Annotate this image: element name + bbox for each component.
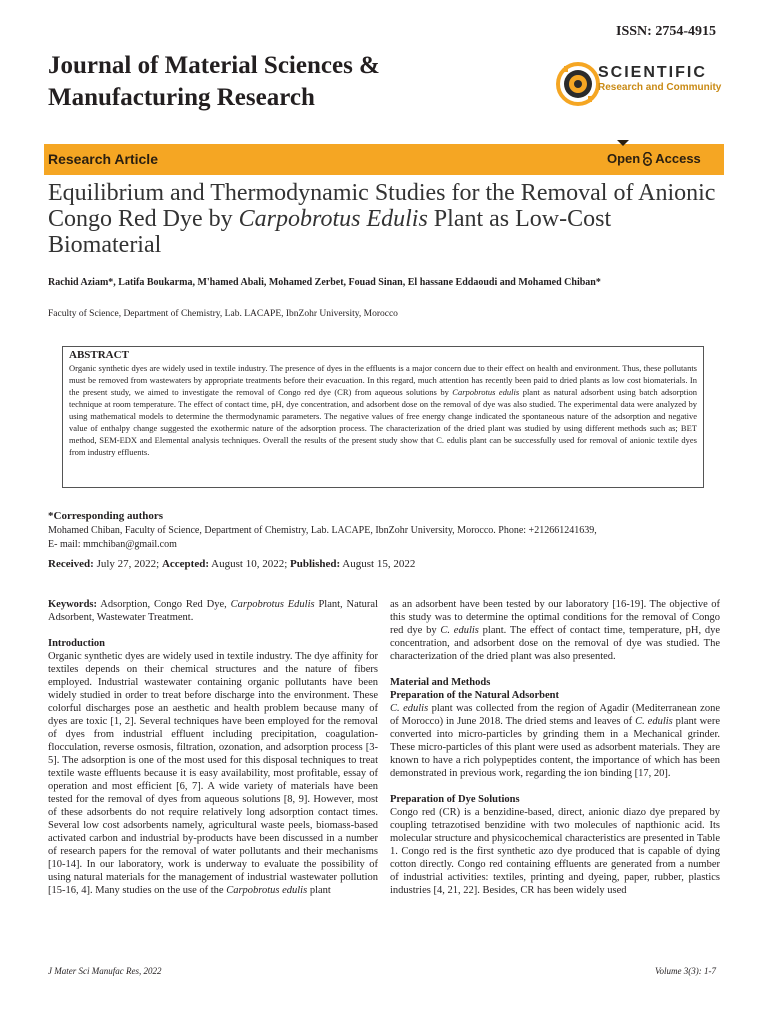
abstract-text (69, 362, 697, 458)
abstract-heading: ABSTRACT (69, 349, 129, 361)
footer-volume: Volume 3(3): 1-7 (655, 966, 716, 976)
title-italic: Carpobrotus Edulis (238, 206, 428, 232)
intro-text-2: plant (307, 885, 331, 896)
journal-title-line2: Manufacturing Research (48, 84, 315, 111)
article-type: Research Article (48, 151, 158, 167)
published-date: August 15, 2022 (340, 558, 416, 570)
abstract-italic: Carpobrotus edulis (452, 387, 520, 397)
paper-title (48, 180, 728, 258)
logo-title: SCIENTIFIC (598, 64, 707, 81)
prep-dye-text: Congo red (CR) is a benzidine-based, direct, anionic diazo dye prepared by coupling tetrazotised benzidine with two molecules of napthionic acid. Its molecular structure and physicochemical characteristics are presented in Table 1. Congo red is the first synthetic azo dye produced that is capable of dying cotton directly. Congo red containing effluents are generated from a number of industrial activities: textiles, printing and dyeing, paper, rubber, plastics industries [4, 21, 22]. Besides, CR has been widely used (390, 807, 720, 896)
publication-dates (48, 558, 415, 570)
open-access-label-2: Access (655, 151, 701, 166)
published-label: Published: (290, 558, 341, 570)
intro-text-1: Organic synthetic dyes are widely used in textile industry. The dye affinity for textiles depends on their chemical structures and the nature of fibers employed. Industrial wastewater containing organic pollutants have been widely studied in order to treat before discharge into the environment. These colorful discharges pose an aesthetic and health problem because many of dyes are toxic [1, 2]. Several techniques have been employed for the removal of dyes from industrial effluent including precipitation, coagulation-flocculation, reverse osmosis, filtration, ozonation, and adsorption process [3-5]. The adsorption is one of the most used for this disposal techniques to treat textile waste effluents because it is easy availability, most profitable, essay of operation and most efficient [6, 7]. A wide variety of materials have been tested for the removal of dyes from aqueous solutions [8, 9]. However, most of these adsorbents do not require relatively long adsorption contact times. Several low cost adsorbents namely, agricultural waste peels, biomass-based activated carbon and industrial by-products have been discussed in a number of research papers for the removal of water pollutants and their mechanisms [10-14]. In our laboratory, work is underway to evaluate the possibility of using natural materials for the management of industrial wastewater pollution [15-16, 4]. Many studies on the use of the (48, 651, 378, 896)
prep-text-2: plant were converted into micro-particles by grinding them in a Mechanical grinder. These micro-particles of this plant were used as adsorbent materials. They are known to have a rich polypeptides content, the importance of which has been demonstrated in previous work, regarding the ion binding [17, 20]. (390, 716, 720, 779)
prep-adsorbent-text (390, 702, 720, 780)
journal-title (48, 50, 448, 114)
prep-italic-2: C. edulis (635, 716, 673, 727)
open-access-label-1: Open (607, 151, 641, 166)
affiliation: Faculty of Science, Department of Chemistry, Lab. LACAPE, IbnZohr University, Morocco (48, 309, 398, 319)
logo-subtitle: Research and Community (598, 82, 722, 93)
issn: ISSN: 2754-4915 (616, 24, 716, 39)
footer-citation: J Mater Sci Manufac Res, 2022 (48, 966, 162, 976)
right-column (390, 598, 720, 897)
objective-text-2: plant. The effect of contact time, temperature, pH, dye concentration, and adsorbent dose on the removal of dye was studied. The characterization of the dried plant was also presented. (390, 625, 720, 662)
prep-text-1: plant was collected from the region of Agadir (Mediterranean zone of Morocco) in June 2018. The dried stems and leaves of (390, 703, 720, 727)
introduction-heading: Introduction (48, 638, 105, 649)
open-access-lock-icon (642, 152, 653, 166)
prep-adsorbent-heading: Preparation of the Natural Adsorbent (390, 690, 559, 701)
corresponding-details (48, 524, 708, 552)
abstract-box (62, 346, 704, 488)
objective-text (390, 598, 720, 663)
open-access-tab-icon (617, 140, 629, 146)
keywords-label: Keywords: (48, 599, 97, 610)
prep-italic-1: C. edulis (390, 703, 429, 714)
title-part1: Equilibrium and Thermodynamic Studies for the Removal of Anionic Congo Red Dye by (48, 180, 716, 232)
accepted-date: August 10, 2022; (209, 558, 290, 570)
corresponding-email: E- mail: mmchiban@gmail.com (48, 539, 177, 550)
accepted-label: Accepted: (161, 558, 210, 570)
journal-title-line1: Journal of Material Sciences & (48, 52, 380, 79)
introduction-text (48, 650, 378, 897)
keywords-italic: Carpobrotus Edulis (230, 599, 315, 610)
logo-text (598, 64, 721, 93)
received-label: Received: (48, 558, 94, 570)
keywords-part2: Plant, Natural Adsorbent, Wastewater Treatment. (48, 599, 378, 623)
objective-italic: C. edulis (440, 625, 479, 636)
keywords-part1: Adsorption, Congo Red Dye, (97, 599, 231, 610)
open-access-badge (607, 151, 701, 166)
abstract-text-2: plant as natural adsorbent using batch adsorption technique at room temperature. The effect of contact time, pH, dye concentration, and adsorbent dose on the removal of dye was also studied. The experimental data were analyzed by using mathematical models to determine the thermodynamic parameters. The negative values of free energy change indicated the spontaneous nature of the adsorption and negative value of enthalpy change suggested the exothermic nature of the adsorption process. The characterization of the dried plant was studied by using different methods such as; BET method, SEM-EDX and Elemental analysis techniques. Overall the results of the present study show that C. edulis plant can be successfully used for removal of anionic textile dyes from industry effluents. (69, 387, 697, 457)
abstract-text-1: Organic synthetic dyes are widely used in textile industry. The presence of dyes in the effluents is a major concern due to their effect on health and environment. Thus, these pollutants must be removed from wastewaters by appropriate treatments before their evacuation. In this regard, much attention has recently been paid to dried plants as low cost biomaterials. In the present study, we aimed to investigate the removal of Congo red dye (CR) from aqueous solutions by (69, 363, 697, 397)
methods-heading: Material and Methods (390, 677, 491, 688)
corresponding-line1: Mohamed Chiban, Faculty of Science, Department of Chemistry, Lab. LACAPE, IbnZohr University, Morocco. Phone: +212661241639, (48, 525, 597, 536)
prep-dye-heading: Preparation of Dye Solutions (390, 794, 520, 805)
corresponding-heading: *Corresponding authors (48, 510, 164, 522)
received-date: July 27, 2022; (93, 558, 162, 570)
title-part2: Plant as Low-Cost Biomaterial (48, 206, 612, 258)
authors: Rachid Aziam*, Latifa Boukarma, M'hamed Abali, Mohamed Zerbet, Fouad Sinan, El hassane Eddaoudi and Mohamed Chiban* (48, 277, 601, 288)
left-column (48, 598, 378, 897)
objective-text-1: as an adsorbent have been tested by our laboratory [16-19]. The objective of this study was to determine the optimal conditions for the removal of Congo red dye by (390, 599, 720, 636)
intro-italic: Carpobrotus edulis (226, 885, 308, 896)
keywords (48, 598, 378, 624)
